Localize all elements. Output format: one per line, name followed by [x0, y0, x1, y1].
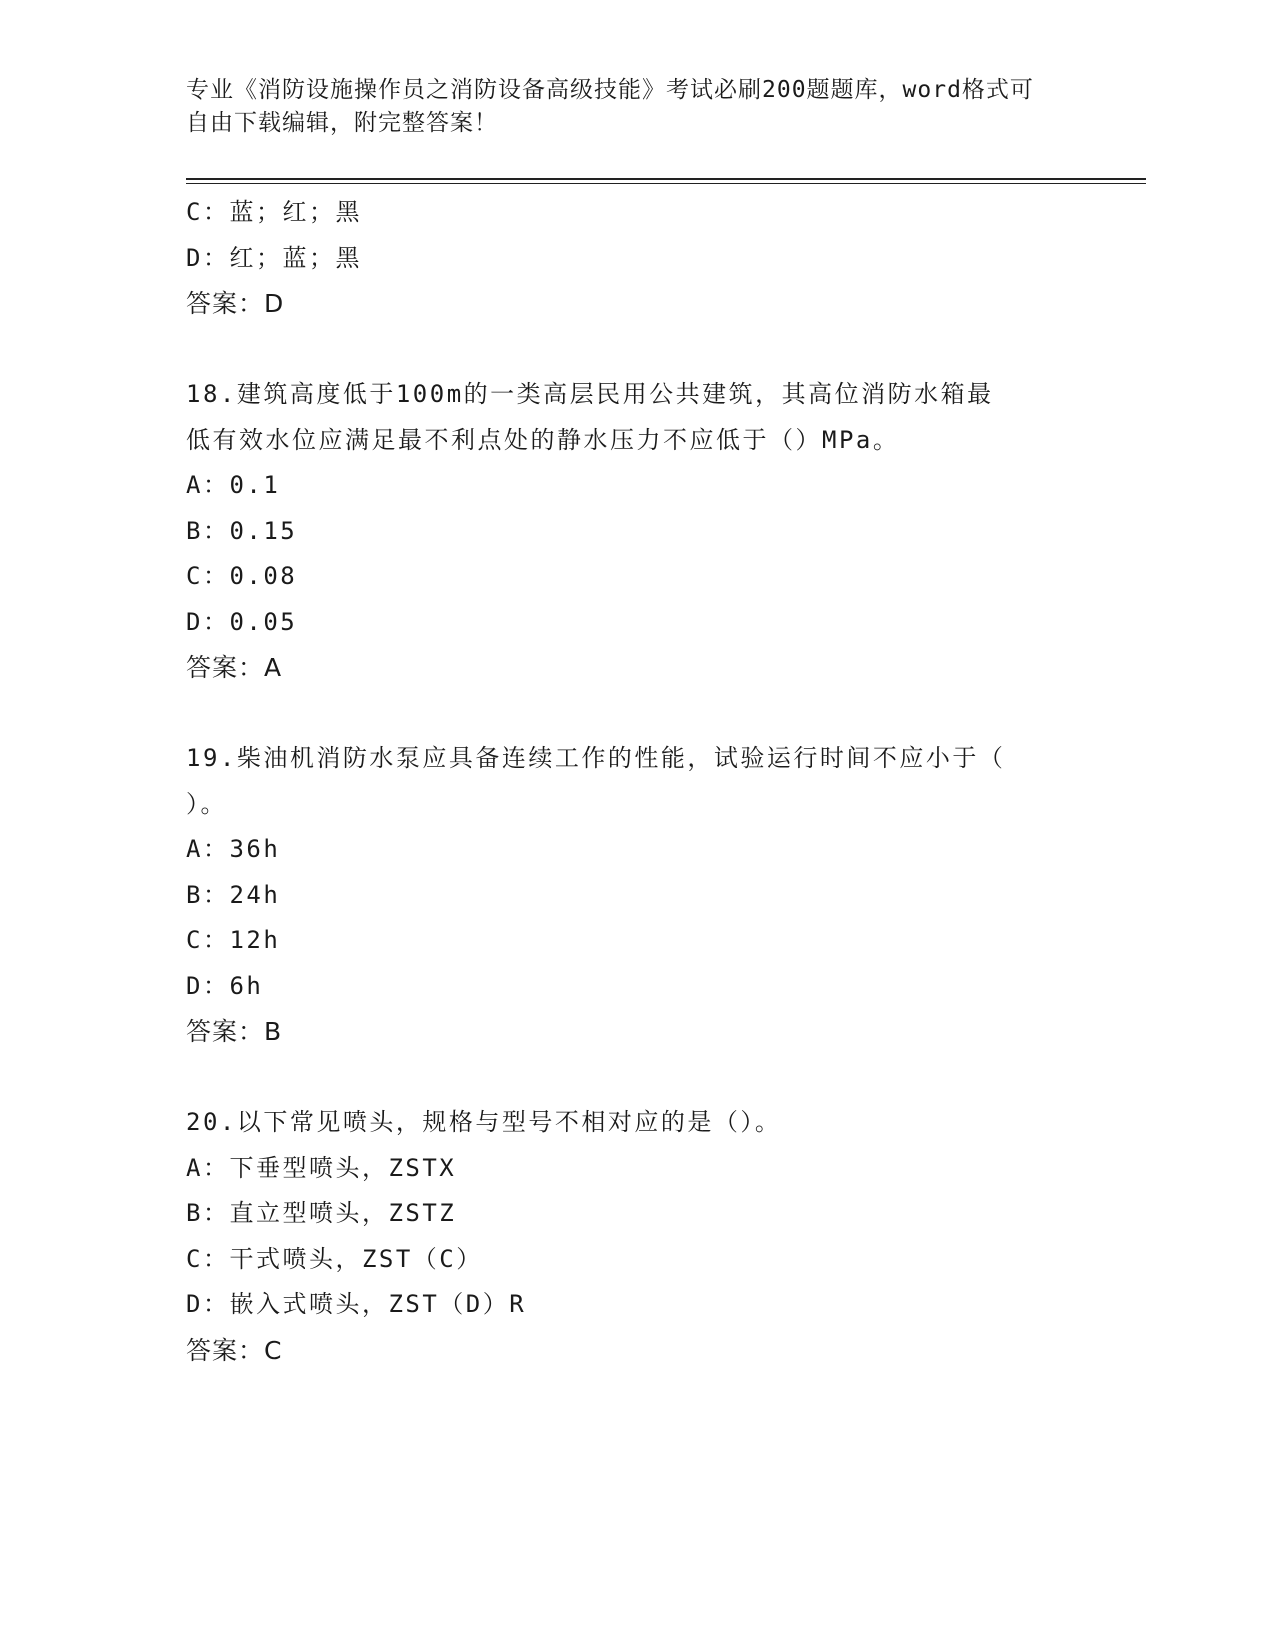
option-b: B：24h — [186, 880, 281, 909]
option-b: B：0.15 — [186, 516, 298, 545]
option-d: D：6h — [186, 971, 264, 1000]
option-c: C：0.08 — [186, 562, 298, 590]
option-a: A：36h — [186, 835, 281, 863]
document-header — [186, 74, 1066, 140]
answer-line: 答案：D — [186, 289, 285, 318]
option-c: C：蓝；红；黑 — [186, 198, 362, 226]
spacer — [186, 1055, 1086, 1101]
header-line-2: 自由下载编辑，附完整答案！ — [186, 110, 498, 136]
option-c: C：干式喷头，ZST（C） — [186, 1244, 483, 1273]
answer-line: 答案：A — [186, 653, 283, 682]
option-a: A：0.1 — [186, 471, 281, 499]
question-stem-line: ）。 — [186, 789, 227, 818]
question-block-20 — [186, 1100, 1086, 1373]
question-stem-line: 20.以下常见喷头，规格与型号不相对应的是（）。 — [186, 1108, 782, 1136]
option-b: B：直立型喷头，ZSTZ — [186, 1199, 457, 1227]
question-list — [186, 190, 1086, 1373]
spacer — [186, 327, 1086, 373]
question-stem-line: 19.柴油机消防水泵应具备连续工作的性能，试验运行时间不应小于（ — [186, 744, 1006, 772]
option-d: D：0.05 — [186, 607, 298, 636]
question-block-17 — [186, 190, 1086, 327]
option-a: A：下垂型喷头，ZSTX — [186, 1153, 457, 1182]
answer-line: 答案：C — [186, 1335, 283, 1365]
header-divider-thin — [186, 183, 1146, 184]
option-c: C：12h — [186, 926, 281, 954]
question-stem-line: 低有效水位应满足最不利点处的静水压力不应低于（）MPa。 — [186, 425, 900, 454]
question-block-18 — [186, 372, 1086, 691]
question-stem-line: 18.建筑高度低于100m的一类高层民用公共建筑，其高位消防水箱最 — [186, 380, 994, 408]
header-line-1: 专业《消防设施操作员之消防设备高级技能》考试必刷200题题库，word格式可 — [186, 77, 1034, 103]
option-d: D：嵌入式喷头，ZST（D）R — [186, 1290, 527, 1318]
question-block-19 — [186, 736, 1086, 1055]
answer-line: 答案：B — [186, 1017, 283, 1046]
spacer — [186, 691, 1086, 737]
header-divider-thick — [186, 178, 1146, 180]
option-d: D：红；蓝；黑 — [186, 243, 362, 272]
